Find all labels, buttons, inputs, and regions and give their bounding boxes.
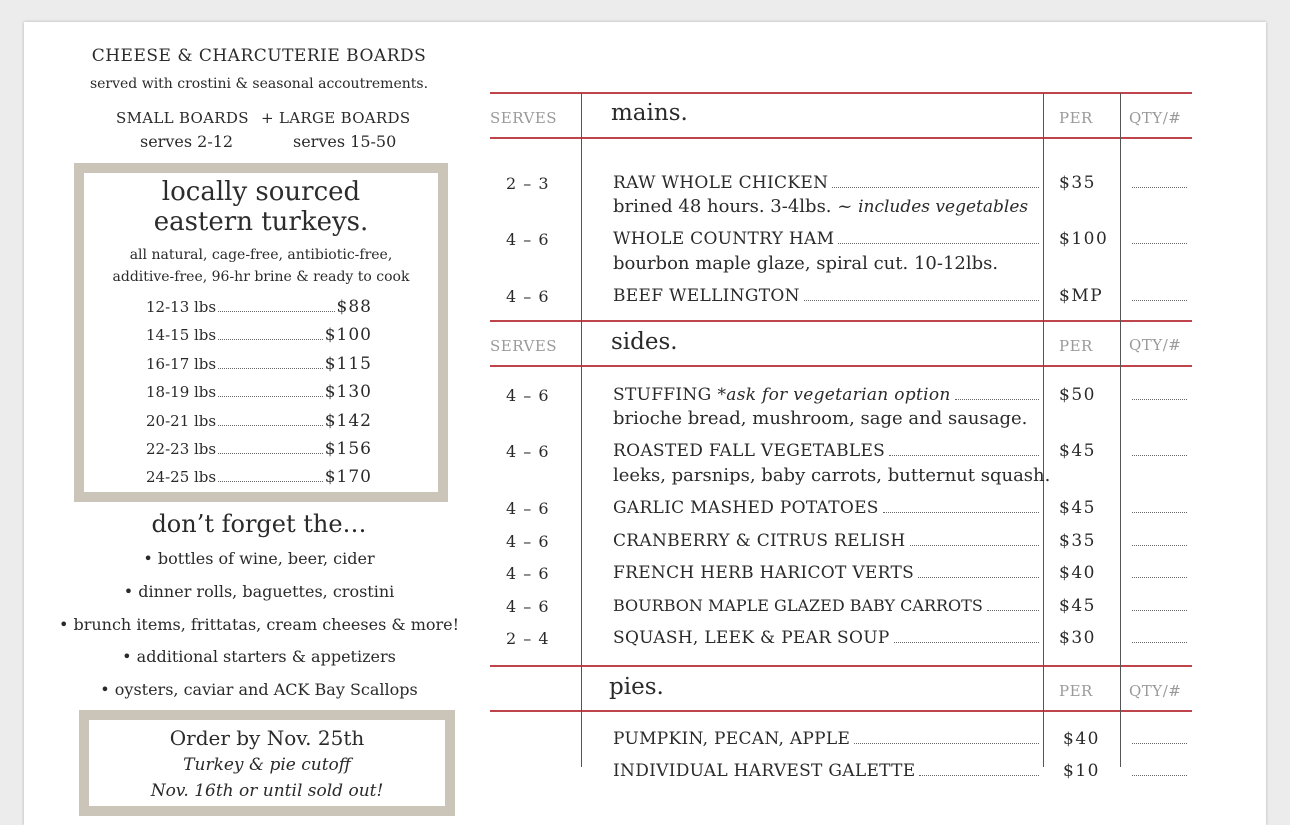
turkey-title-line2: eastern turkeys. xyxy=(153,207,369,237)
turkey-desc-line1: all natural, cage-free, antibiotic-free, xyxy=(129,247,393,263)
qty-blank[interactable] xyxy=(1132,545,1187,546)
serves-value: 4 – 6 xyxy=(506,564,550,583)
cheese-boards-title: CHEESE & CHARCUTERIE BOARDS xyxy=(91,46,427,66)
item-price: $100 xyxy=(1059,229,1109,249)
turkey-price-row xyxy=(146,325,372,345)
menu-item xyxy=(613,441,1039,461)
item-name: RAW WHOLE CHICKEN xyxy=(613,173,829,193)
turkey-price: $142 xyxy=(324,411,372,431)
menu-item xyxy=(613,563,1039,583)
menu-item xyxy=(613,761,1039,781)
turkey-weight: 22-23 lbs xyxy=(146,440,217,458)
forget-item: • brunch items, frittatas, cream cheeses & more! xyxy=(58,615,460,634)
small-boards-label: SMALL BOARDS xyxy=(116,109,249,127)
turkey-weight: 18-19 lbs xyxy=(146,383,217,401)
menu-page xyxy=(24,22,1266,825)
mains-per-header: PER xyxy=(1059,109,1093,127)
qty-blank[interactable] xyxy=(1132,399,1187,400)
mains-title: mains. xyxy=(611,100,688,126)
pies-title: pies. xyxy=(609,674,664,700)
turkey-price: $88 xyxy=(336,297,372,317)
qty-blank[interactable] xyxy=(1132,243,1187,244)
item-price: $45 xyxy=(1059,596,1096,616)
mains-bottom-rule xyxy=(490,137,1192,139)
item-description xyxy=(613,196,1028,217)
item-note: *ask for vegetarian option xyxy=(717,385,951,405)
item-name: BEEF WELLINGTON xyxy=(613,286,800,306)
serves-value: 4 – 6 xyxy=(506,532,550,551)
item-price: $40 xyxy=(1059,563,1096,583)
desc-note: includes vegetables xyxy=(858,197,1029,217)
serves-value: 4 – 6 xyxy=(506,287,550,306)
item-price: $45 xyxy=(1059,498,1096,518)
item-name: WHOLE COUNTRY HAM xyxy=(613,229,835,249)
mains-qty-header: QTY/# xyxy=(1129,109,1182,127)
menu-item xyxy=(613,729,1039,749)
sides-title: sides. xyxy=(611,329,678,355)
item-price: $35 xyxy=(1059,531,1096,551)
menu-item xyxy=(613,531,1039,551)
turkey-price-row xyxy=(146,297,372,317)
cheese-boards-subtitle: served with crostini & seasonal accoutrements. xyxy=(89,76,429,92)
per-divider xyxy=(1043,93,1044,767)
item-name: INDIVIDUAL HARVEST GALETTE xyxy=(613,761,916,781)
turkey-weight: 12-13 lbs xyxy=(146,298,217,316)
qty-blank[interactable] xyxy=(1132,300,1187,301)
item-description: bourbon maple glaze, spiral cut. 10-12lbs. xyxy=(613,253,999,274)
item-price: $45 xyxy=(1059,441,1096,461)
qty-blank[interactable] xyxy=(1132,455,1187,456)
serves-value: 4 – 6 xyxy=(506,499,550,518)
item-price: $35 xyxy=(1059,173,1096,193)
turkey-title-line1: locally sourced xyxy=(161,177,361,207)
qty-blank[interactable] xyxy=(1132,775,1187,776)
menu-item xyxy=(613,286,1039,306)
menu-item xyxy=(613,596,1039,615)
small-boards-serves: serves 2-12 xyxy=(140,132,234,151)
serves-value: 4 – 6 xyxy=(506,230,550,249)
order-deadline: Order by Nov. 25th xyxy=(169,726,365,750)
large-boards-serves: serves 15-50 xyxy=(293,132,397,151)
order-deadline-box xyxy=(79,710,455,816)
item-name: GARLIC MASHED POTATOES xyxy=(613,498,879,518)
sides-bottom-rule xyxy=(490,365,1192,367)
pies-qty-header: QTY/# xyxy=(1129,682,1182,700)
mains-top-rule xyxy=(490,92,1192,94)
turkey-price: $100 xyxy=(324,325,372,345)
serves-value: 2 – 3 xyxy=(506,174,550,193)
turkey-price-row xyxy=(146,411,372,431)
sides-serves-header: SERVES xyxy=(490,337,558,355)
large-boards-label: LARGE BOARDS xyxy=(279,109,411,127)
item-description: leeks, parsnips, baby carrots, butternut squash. xyxy=(613,465,1051,486)
mains-serves-header: SERVES xyxy=(490,109,558,127)
turkey-price: $130 xyxy=(324,382,372,402)
dont-forget-title: don’t forget the… xyxy=(151,510,367,538)
turkey-weight: 20-21 lbs xyxy=(146,412,217,430)
turkey-price-row xyxy=(146,354,372,374)
menu-item xyxy=(613,498,1039,518)
turkey-price-row xyxy=(146,382,372,402)
serves-value: 2 – 4 xyxy=(506,629,550,648)
turkey-price: $156 xyxy=(324,439,372,459)
item-name: ROASTED FALL VEGETABLES xyxy=(613,441,886,461)
sides-top-rule xyxy=(490,320,1192,322)
turkey-price-row xyxy=(146,467,372,487)
item-price: $10 xyxy=(1063,761,1100,781)
pies-per-header: PER xyxy=(1059,682,1093,700)
item-description: brioche bread, mushroom, sage and sausage. xyxy=(613,408,1028,429)
turkey-weight: 24-25 lbs xyxy=(146,468,217,486)
item-price: $40 xyxy=(1063,729,1100,749)
menu-item xyxy=(613,173,1039,193)
forget-item: • additional starters & appetizers xyxy=(122,647,396,666)
serves-value: 4 – 6 xyxy=(506,597,550,616)
item-name: SQUASH, LEEK & PEAR SOUP xyxy=(613,628,890,648)
order-cutoff-date: Nov. 16th or until sold out! xyxy=(150,781,384,801)
turkey-price-row xyxy=(146,439,372,459)
turkey-desc-line2: additive-free, 96-hr brine & ready to cook xyxy=(112,269,410,285)
qty-blank[interactable] xyxy=(1132,743,1187,744)
qty-divider xyxy=(1120,93,1121,767)
item-price: $30 xyxy=(1059,628,1096,648)
item-price: $MP xyxy=(1059,286,1104,306)
item-name: PUMPKIN, PECAN, APPLE xyxy=(613,729,851,749)
sides-per-header: PER xyxy=(1059,337,1093,355)
turkey-weight: 16-17 lbs xyxy=(146,355,217,373)
qty-blank[interactable] xyxy=(1132,187,1187,188)
forget-item: • bottles of wine, beer, cider xyxy=(143,549,375,568)
serves-value: 4 – 6 xyxy=(506,442,550,461)
qty-blank[interactable] xyxy=(1132,577,1187,578)
sides-qty-header: QTY/# xyxy=(1129,336,1182,354)
item-name: BOURBON MAPLE GLAZED BABY CARROTS xyxy=(613,596,983,615)
qty-blank[interactable] xyxy=(1132,642,1187,643)
plus-sign: + xyxy=(261,109,274,127)
turkey-price: $115 xyxy=(324,354,372,374)
turkey-box xyxy=(74,163,448,502)
forget-item: • oysters, caviar and ACK Bay Scallops xyxy=(100,680,418,699)
turkey-price: $170 xyxy=(324,467,372,487)
desc-text: brined 48 hours. 3-4lbs. ~ xyxy=(613,196,859,217)
menu-item xyxy=(613,628,1039,648)
pies-top-rule xyxy=(490,665,1192,667)
item-name: FRENCH HERB HARICOT VERTS xyxy=(613,563,915,583)
serves-divider xyxy=(581,93,582,767)
item-price: $50 xyxy=(1059,385,1096,405)
qty-blank[interactable] xyxy=(1132,610,1187,611)
order-cutoff-note: Turkey & pie cutoff xyxy=(183,755,351,775)
pies-bottom-rule xyxy=(490,710,1192,712)
menu-item xyxy=(613,385,1039,405)
qty-blank[interactable] xyxy=(1132,512,1187,513)
forget-item: • dinner rolls, baguettes, crostini xyxy=(123,582,395,601)
menu-item xyxy=(613,229,1039,249)
item-name: CRANBERRY & CITRUS RELISH xyxy=(613,531,906,551)
serves-value: 4 – 6 xyxy=(506,386,550,405)
item-name: STUFFING xyxy=(613,385,712,405)
turkey-weight: 14-15 lbs xyxy=(146,326,217,344)
